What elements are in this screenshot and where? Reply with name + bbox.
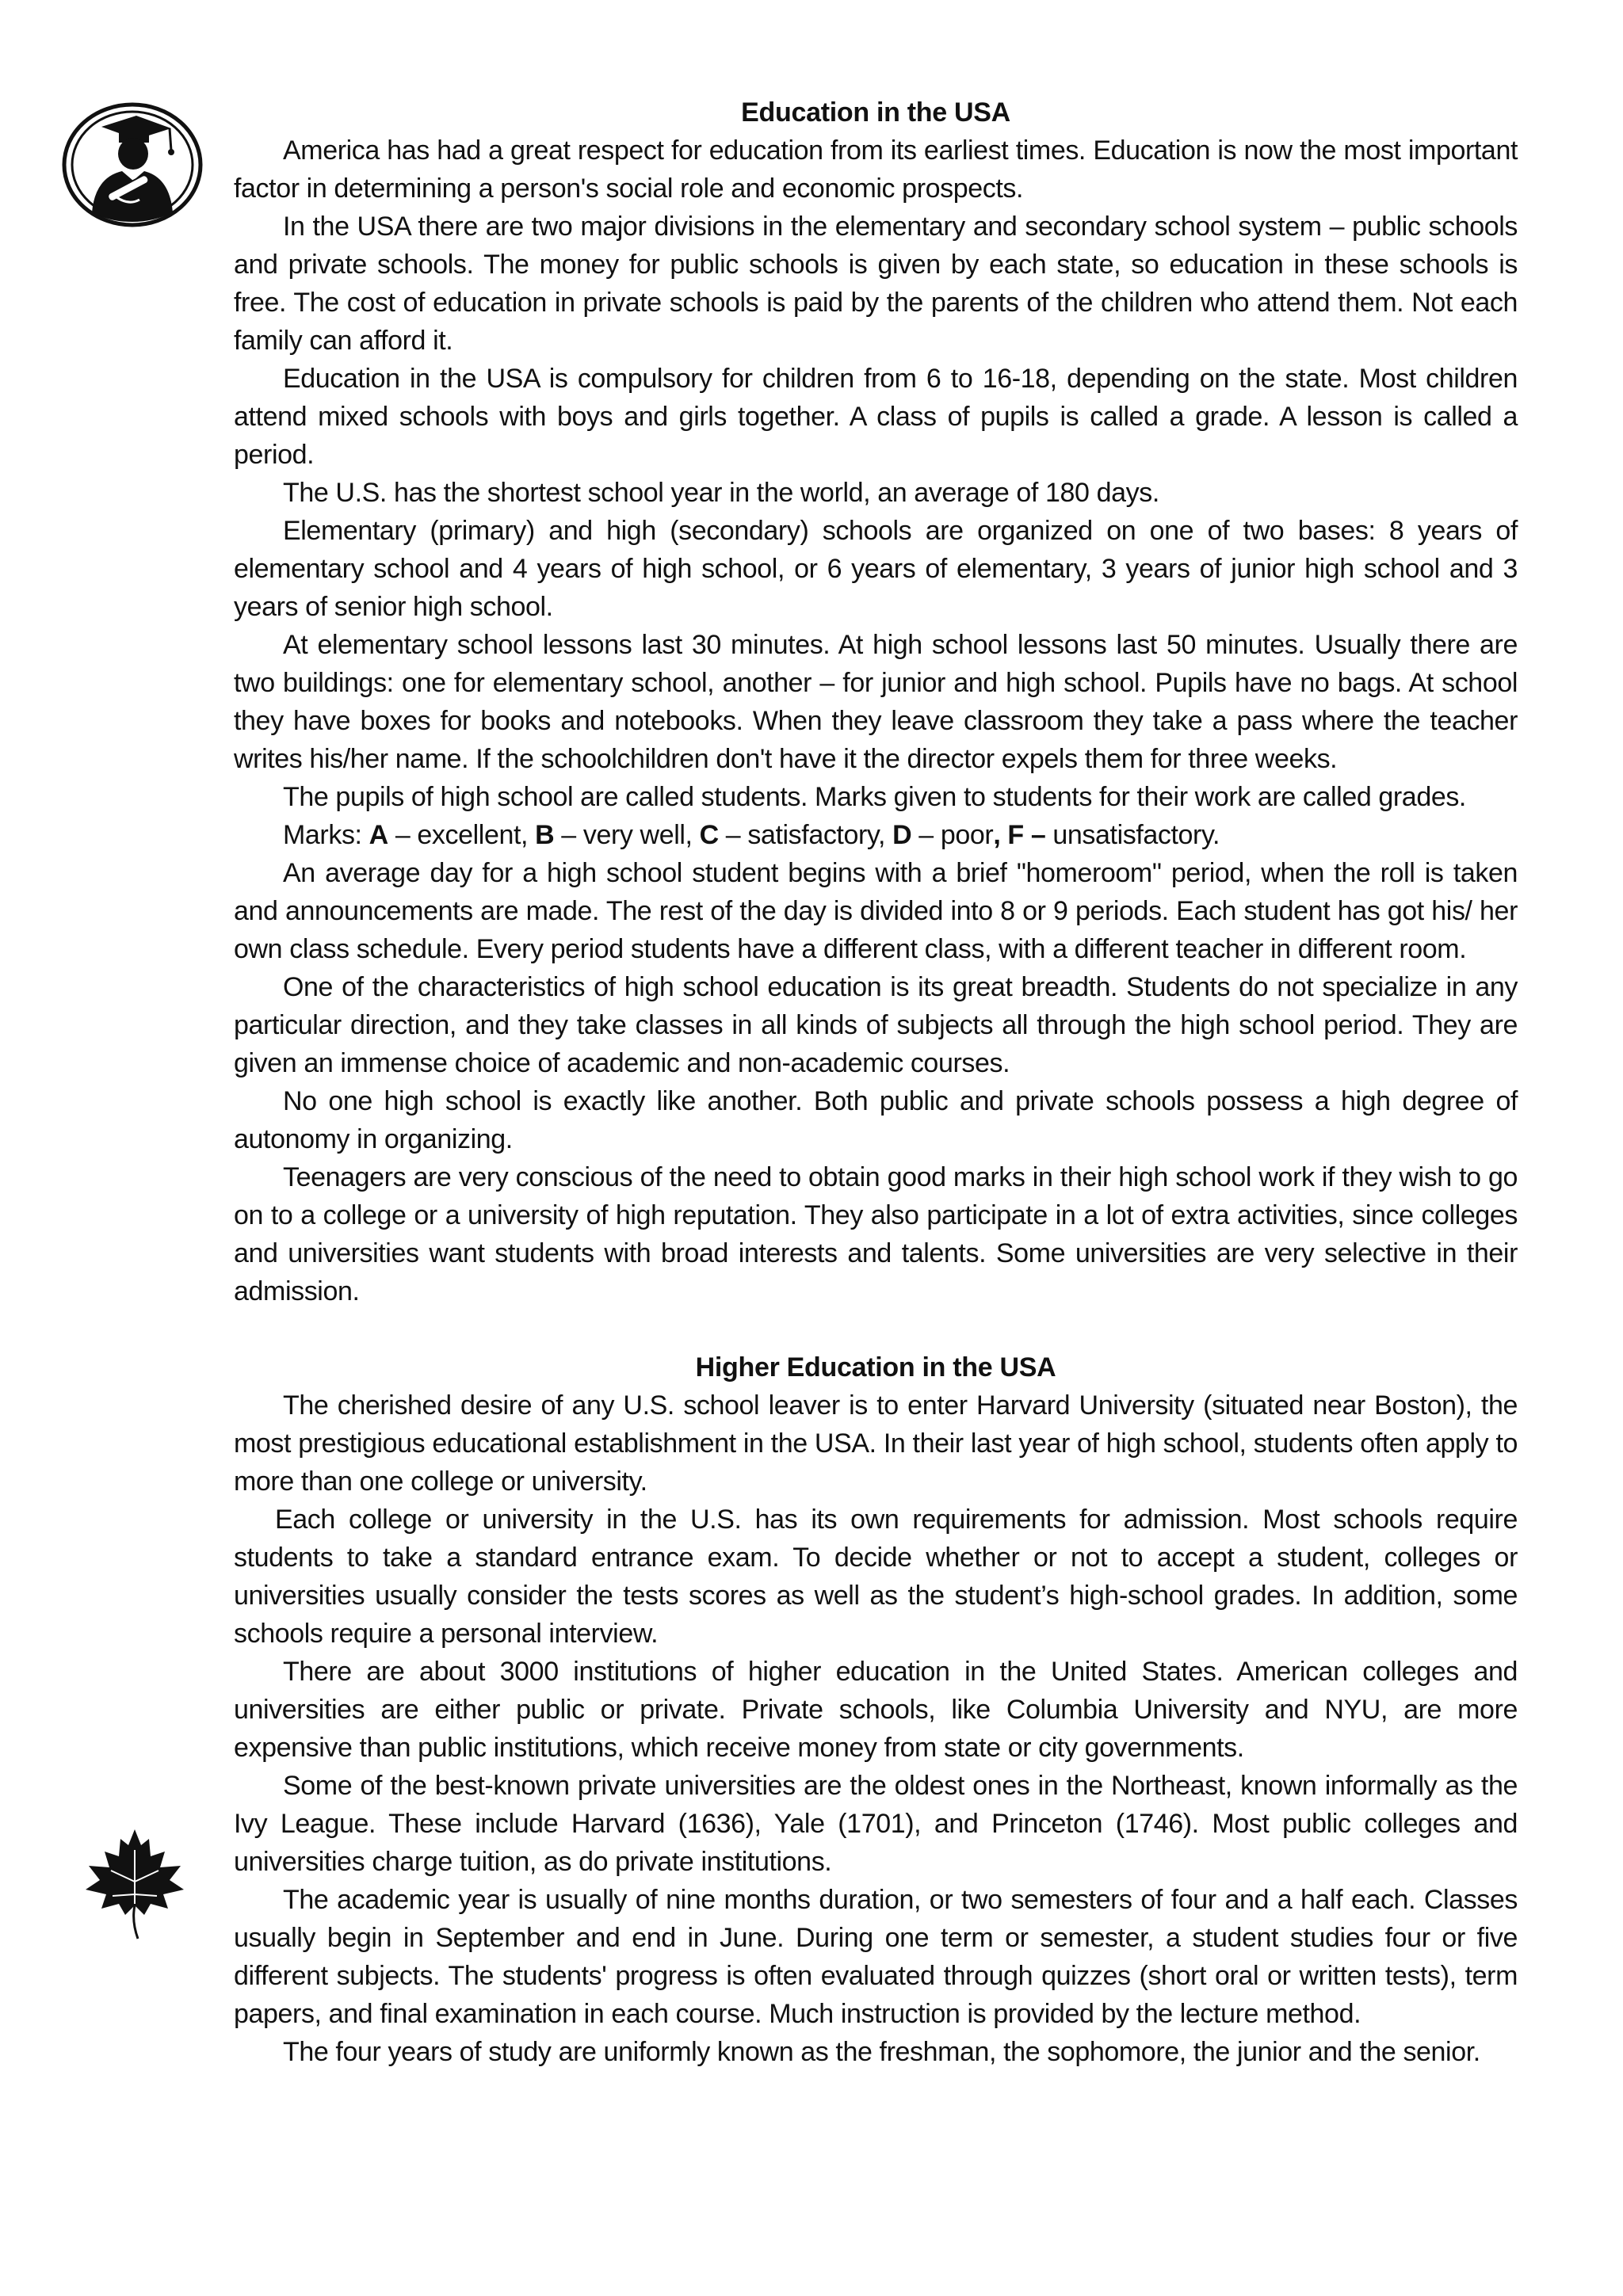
paragraph: At elementary school lessons last 30 minutes. At high school lessons last 50 minutes. Usually there are two buildings: one for elementary school, another – for junior and high school. Pupils have no bags. At school they have boxes for books and notebooks. When they leave classroom they take a pass where the teacher writes his/her name. If the schoolchildren don't have it the director expels them for three weeks. <box>234 630 1518 774</box>
paragraph: Education in the USA is compulsory for children from 6 to 16-18, depending on the state. Most children attend mixed schools with boys and girls together. A class of pupils is called a grade. A lesson is called a period. <box>234 364 1518 470</box>
mark-c: C <box>699 820 719 850</box>
paragraph: No one high school is exactly like another. Both public and private schools possess a high degree of autonomy in organizing. <box>234 1086 1518 1154</box>
mark-c-text: – satisfactory, <box>718 820 893 850</box>
paragraph: America has had a great respect for education from its earliest times. Education is now the most important factor in determining a person's social role and economic prospects. <box>234 135 1518 204</box>
mark-b: B <box>535 820 555 850</box>
paragraph: Elementary (primary) and high (secondary) schools are organized on one of two bases: 8 years of elementary school and 4 years of high school, or 6 years of elementary, 3 years of junior high school and 3 years of senior high school. <box>234 516 1518 622</box>
mark-f-text: unsatisfactory. <box>1045 820 1220 850</box>
section-title-higher-education: Higher Education in the USA <box>695 1352 1056 1383</box>
mark-f: , F – <box>993 820 1046 850</box>
paragraph: The U.S. has the shortest school year in the world, an average of 180 days. <box>283 478 1159 508</box>
text-column <box>234 93 1518 2071</box>
mark-b-text: – very well, <box>554 820 700 850</box>
marks-label: Marks: <box>283 820 369 850</box>
paragraph: Teenagers are very conscious of the need to obtain good marks in their high school work if they wish to go on to a college or a university of high reputation. They also participate in a lot of extra activities, since colleges and universities want students with broad interests and talents. Some universities are very selective in their admission. <box>234 1162 1518 1306</box>
mark-a: A <box>369 820 388 850</box>
paragraph: The pupils of high school are called students. Marks given to students for their work are called grades. <box>283 782 1466 812</box>
paragraph: In the USA there are two major divisions in the elementary and secondary school system – public schools and private schools. The money for public schools is given by each state, so education in these schools is free. The cost of education in private schools is paid by the parents of the children who attend them. Not each family can afford it. <box>234 212 1518 356</box>
paragraph: The academic year is usually of nine months duration, or two semesters of four and a half each. Classes usually begin in September and end in June. During one term or semester, a student studies four or five different subjects. The students' progress is often evaluated through quizzes (short oral or written tests), term papers, and final examination in each course. Much instruction is provided by the lecture method. <box>234 1885 1518 2029</box>
paragraph: There are about 3000 institutions of higher education in the United States. American colleges and universities are either public or private. Private schools, like Columbia University and NYU, are more expensive than public institutions, which receive money from state or city governments. <box>234 1657 1518 1763</box>
paragraph: One of the characteristics of high school education is its great breadth. Students do not specialize in any particular direction, and they take classes in all kinds of subjects all through the high school period. They are given an immense choice of academic and non-academic courses. <box>234 972 1518 1078</box>
mark-d-text: – poor <box>911 820 994 850</box>
paragraph: Each college or university in the U.S. has its own requirements for admission. Most schools require students to take a standard entrance exam. To decide whether or not to accept a student, colleges or universities usually consider the tests scores as well as the student’s high-school grades. In addition, some schools require a personal interview. <box>234 1505 1518 1649</box>
section-title-education: Education in the USA <box>741 97 1010 128</box>
marks-line <box>234 816 1518 854</box>
paragraph: The cherished desire of any U.S. school leaver is to enter Harvard University (situated near Boston), the most prestigious educational establishment in the USA. In their last year of high school, students often apply to more than one college or university. <box>234 1390 1518 1497</box>
mark-a-text: – excellent, <box>388 820 536 850</box>
paragraph: The four years of study are uniformly known as the freshman, the sophomore, the junior and the senior. <box>283 2037 1480 2067</box>
graduate-icon <box>60 101 204 228</box>
leaf-icon <box>82 1826 187 1942</box>
mark-d: D <box>892 820 912 850</box>
paragraph: An average day for a high school student begins with a brief "homeroom" period, when the roll is taken and announcements are made. The rest of the day is divided into 8 or 9 periods. Each student has got his/ her own class schedule. Every period students have a different class, with a different teacher in different room. <box>234 858 1518 964</box>
paragraph: Some of the best-known private universities are the oldest ones in the Northeast, known informally as the Ivy League. These include Harvard (1636), Yale (1701), and Princeton (1746). Most public colleges and universities charge tuition, as do private institutions. <box>234 1771 1518 1877</box>
